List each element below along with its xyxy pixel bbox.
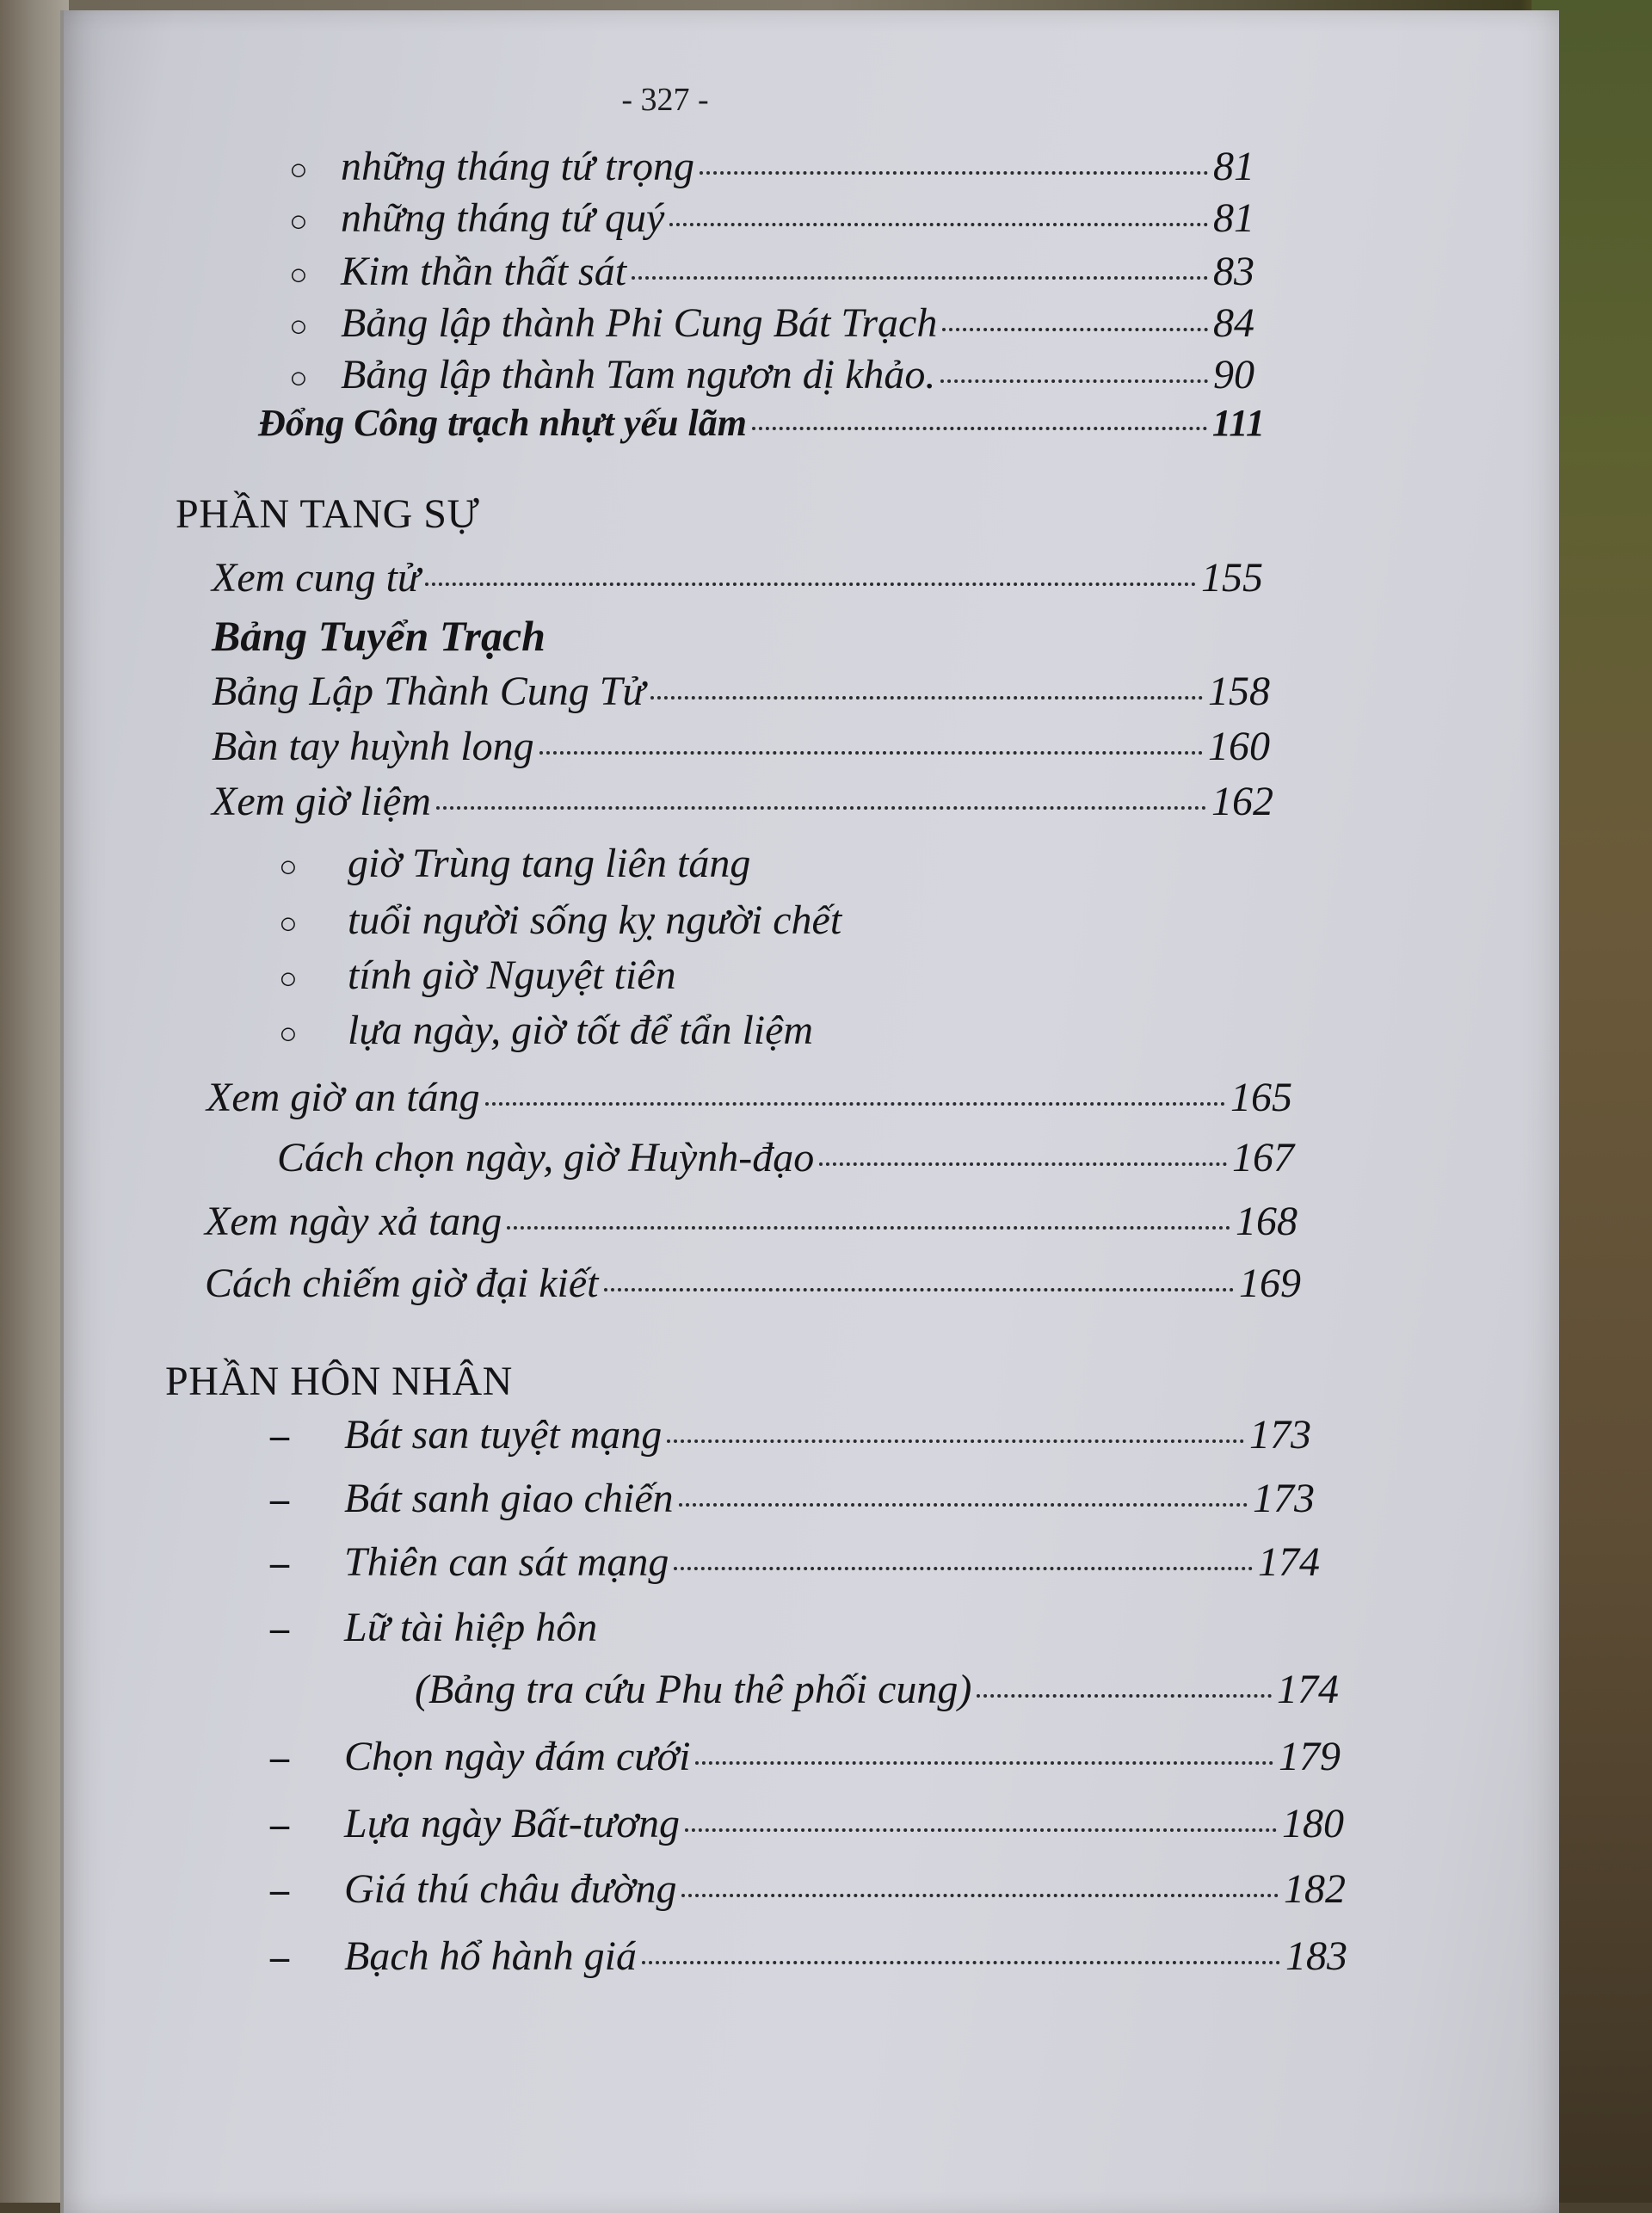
toc-entry — [270, 1736, 1341, 1778]
toc-entry — [212, 726, 1270, 767]
toc-entry-title: Xem giờ an táng — [206, 1075, 480, 1120]
toc-entry-title: Bát san tuyệt mạng — [344, 1412, 663, 1458]
toc-sub-entry — [279, 843, 750, 885]
toc-entry-page: 155 — [1201, 555, 1263, 601]
toc-entry-title: Lựa ngày Bất-tương — [344, 1801, 680, 1846]
dot-leader — [650, 696, 1203, 700]
dot-leader — [539, 751, 1203, 755]
toc-entry-page: 81 — [1213, 195, 1254, 241]
circle-bullet-icon: ○ — [279, 906, 298, 940]
toc-entry-page: 111 — [1211, 402, 1265, 444]
toc-entry — [206, 1077, 1292, 1119]
toc-entry-title: những tháng tứ quý — [341, 195, 665, 241]
toc-entry-title: Bảng lập thành Tam ngươn dị khảo. — [341, 352, 936, 398]
dash-bullet-icon: – — [270, 1803, 289, 1846]
dot-leader — [819, 1162, 1227, 1166]
dot-leader — [940, 379, 1208, 383]
toc-entry-title: Bạch hổ hành giá — [344, 1933, 637, 1979]
dash-bullet-icon: – — [270, 1542, 289, 1584]
dash-bullet-icon: – — [270, 1415, 289, 1457]
toc-entry-title: Thiên can sát mạng — [344, 1539, 669, 1585]
dot-leader — [507, 1226, 1230, 1230]
dash-bullet-icon: – — [270, 1736, 289, 1778]
dash-bullet-icon: – — [270, 1869, 289, 1911]
page-number: - 327 - — [621, 82, 709, 118]
toc-entry-page: 84 — [1213, 300, 1254, 346]
dot-leader — [674, 1567, 1253, 1570]
toc-entry-title: Bàn tay huỳnh long — [212, 724, 534, 769]
toc-entry — [270, 1539, 1320, 1585]
toc-entry-page: 160 — [1208, 724, 1270, 769]
toc-entry-title: tuổi người sống kỵ người chết — [348, 897, 842, 943]
toc-entry — [205, 1201, 1298, 1242]
dot-leader — [679, 1503, 1248, 1507]
circle-bullet-icon: ○ — [279, 961, 298, 996]
toc-subheading-text: Bảng Tuyển Trạch — [212, 612, 546, 660]
dash-bullet-icon: – — [270, 1936, 289, 1978]
toc-entry-page: 81 — [1213, 144, 1254, 189]
dot-leader — [752, 427, 1207, 430]
circle-bullet-icon: ○ — [279, 1016, 298, 1051]
toc-entry-title: Xem ngày xả tang — [205, 1199, 502, 1244]
toc-entry-title: Xem cung tử — [212, 555, 421, 601]
dot-leader — [681, 1894, 1279, 1897]
toc-subheading — [212, 612, 546, 660]
toc-entry-title: giờ Trùng tang liên táng — [348, 841, 751, 886]
toc-entry-page: 174 — [1277, 1667, 1339, 1712]
toc-entry-page: 162 — [1211, 779, 1273, 824]
toc-entry — [277, 1137, 1294, 1179]
toc-entry-title: Cách chọn ngày, giờ Huỳnh-đạo — [277, 1135, 815, 1180]
toc-entry-page: 83 — [1213, 249, 1254, 294]
book-page — [60, 10, 1559, 2213]
dot-leader — [685, 1828, 1277, 1832]
toc-entry-page: 179 — [1279, 1734, 1341, 1779]
toc-entry-title: tính giờ Nguyệt tiên — [348, 952, 676, 998]
toc-entry-title: Bảng Lập Thành Cung Tử — [212, 669, 645, 714]
dot-leader — [425, 583, 1196, 586]
toc-entry-title: Đổng Công trạch nhựt yếu lãm — [258, 402, 747, 444]
dot-leader — [667, 1439, 1244, 1443]
toc-entry-page: 183 — [1285, 1933, 1347, 1979]
dot-leader — [669, 223, 1208, 226]
toc-entry-page: 180 — [1282, 1801, 1344, 1846]
toc-entry-title: Bát sanh giao chiến — [344, 1476, 674, 1521]
toc-entry — [289, 300, 1254, 346]
section-heading-tang-su: PHẦN TANG SỰ — [176, 491, 480, 537]
toc-entry — [289, 354, 1254, 396]
dot-leader — [942, 328, 1208, 331]
toc-sub-entry — [279, 897, 842, 943]
toc-entry — [212, 555, 1263, 601]
dot-leader — [977, 1694, 1272, 1698]
toc-entry-title: Chọn ngày đám cưới — [344, 1734, 691, 1779]
toc-entry-bold — [258, 404, 1265, 442]
toc-entry — [270, 1607, 597, 1649]
toc-entry-title: (Bảng tra cứu Phu thê phối cung) — [415, 1667, 972, 1712]
toc-entry-title: lựa ngày, giờ tốt để tẩn liệm — [348, 1008, 814, 1053]
toc-entry-title: Kim thần thất sát — [341, 249, 627, 294]
toc-entry — [205, 1263, 1301, 1304]
circle-bullet-icon: ○ — [289, 204, 308, 238]
circle-bullet-icon: ○ — [289, 152, 308, 187]
toc-entry — [289, 146, 1254, 188]
toc-entry — [415, 1669, 1339, 1711]
toc-entry-page: 173 — [1249, 1412, 1311, 1458]
toc-entry-title: những tháng tứ trọng — [341, 144, 695, 189]
toc-entry — [270, 1866, 1346, 1912]
toc-entry-page: 165 — [1230, 1075, 1292, 1120]
toc-entry-page: 173 — [1253, 1476, 1315, 1521]
circle-bullet-icon: ○ — [289, 361, 308, 395]
toc-entry-title: Giá thú châu đường — [344, 1866, 677, 1912]
toc-entry-title: Lữ tài hiệp hôn — [344, 1605, 598, 1650]
toc-entry — [270, 1803, 1344, 1845]
toc-entry-page: 174 — [1258, 1539, 1320, 1585]
dot-leader — [632, 276, 1208, 280]
background-left-page — [0, 0, 69, 2203]
toc-entry — [289, 195, 1254, 241]
toc-entry-page: 168 — [1236, 1199, 1298, 1244]
toc-entry — [212, 781, 1273, 823]
dash-bullet-icon: – — [270, 1478, 289, 1520]
circle-bullet-icon: ○ — [279, 849, 298, 884]
toc-entry — [270, 1933, 1347, 1979]
toc-sub-entry — [279, 952, 676, 998]
dash-bullet-icon: – — [270, 1607, 289, 1649]
toc-entry-page: 90 — [1213, 352, 1254, 398]
section-heading-hon-nhan: PHẦN HÔN NHÂN — [165, 1359, 513, 1404]
dot-leader — [604, 1288, 1235, 1291]
dot-leader — [700, 171, 1208, 175]
dot-leader — [436, 806, 1206, 810]
dot-leader — [485, 1102, 1225, 1106]
circle-bullet-icon: ○ — [289, 257, 308, 292]
toc-entry-page: 167 — [1232, 1135, 1294, 1180]
toc-entry — [270, 1412, 1311, 1458]
toc-entry-page: 158 — [1208, 669, 1270, 714]
toc-entry-page: 182 — [1284, 1866, 1346, 1912]
toc-entry-title: Bảng lập thành Phi Cung Bát Trạch — [341, 300, 938, 346]
dot-leader — [695, 1761, 1273, 1765]
toc-entry — [212, 671, 1270, 712]
toc-sub-entry — [279, 1010, 813, 1051]
circle-bullet-icon: ○ — [289, 309, 308, 343]
toc-entry — [289, 251, 1254, 293]
toc-entry — [270, 1478, 1315, 1520]
dot-leader — [642, 1961, 1280, 1964]
toc-entry-title: Xem giờ liệm — [212, 779, 431, 824]
toc-entry-page: 169 — [1239, 1261, 1301, 1306]
toc-entry-title: Cách chiếm giờ đại kiết — [205, 1261, 599, 1306]
